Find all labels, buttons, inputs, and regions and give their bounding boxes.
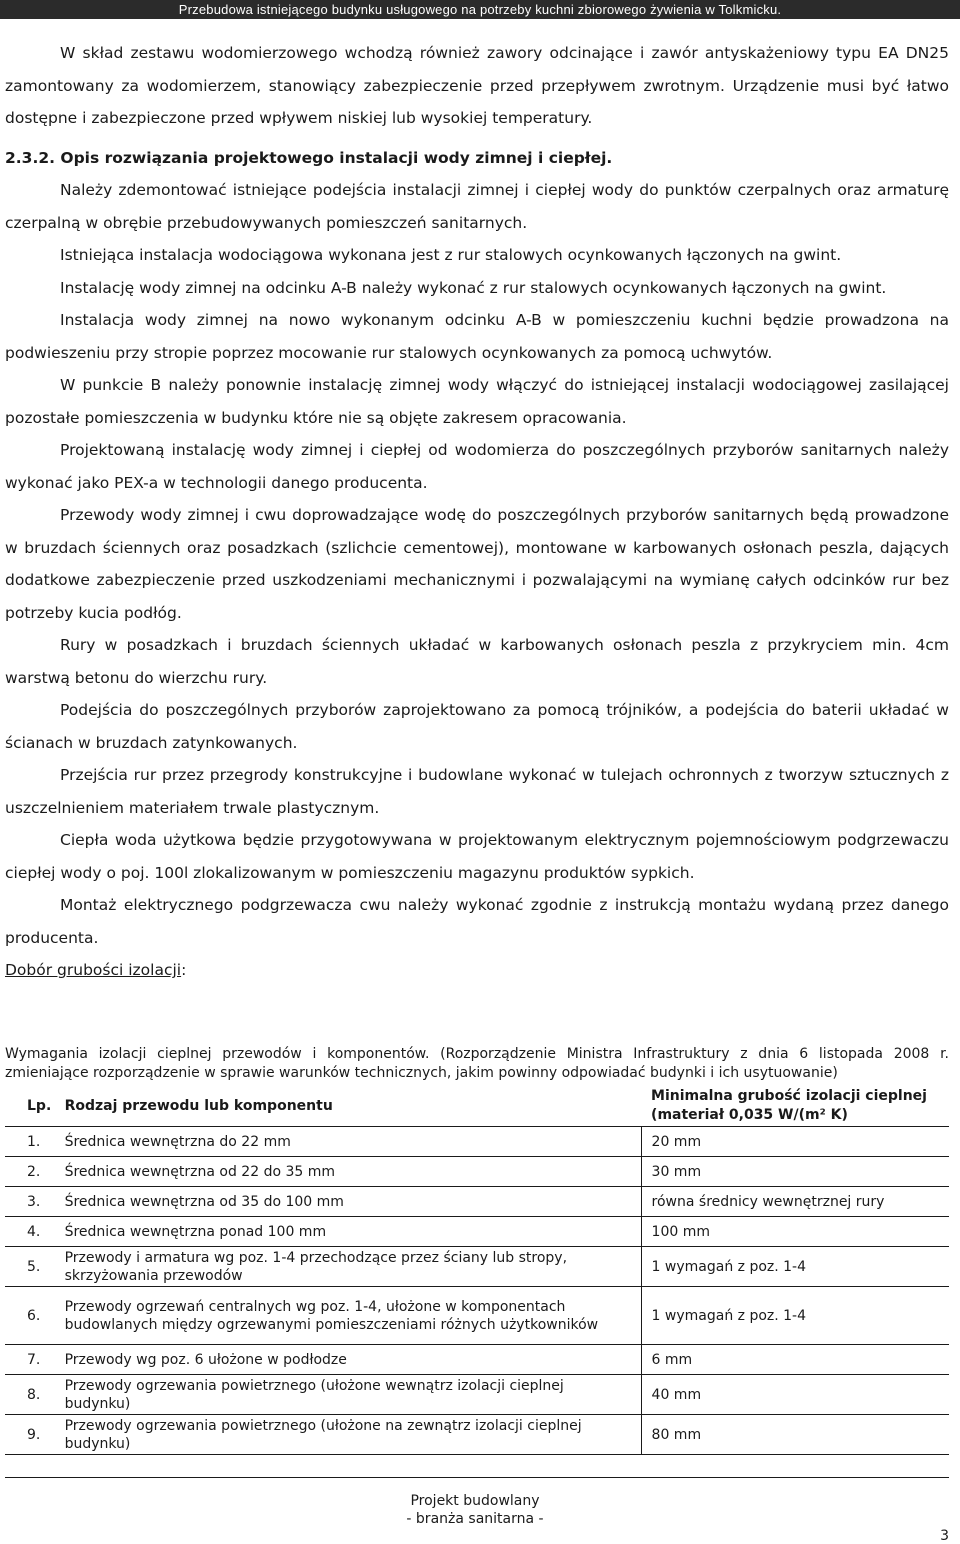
subsection-title <box>5 954 949 987</box>
row-name: Przewody ogrzewania powietrznego (ułożone wewnątrz izolacji cieplnej budynku) <box>65 1375 641 1415</box>
table-row <box>5 1345 949 1375</box>
row-min: 30 mm <box>641 1157 949 1187</box>
row-lp: 5. <box>5 1247 65 1287</box>
row-lp: 3. <box>5 1187 65 1217</box>
header-min-thickness <box>641 1086 949 1127</box>
row-lp: 6. <box>5 1287 65 1345</box>
row-name: Przewody ogrzewań centralnych wg poz. 1-4, ułożone w komponentach budowlanych między ogrzewanymi pomieszczeniami różnych użytkowników <box>65 1287 641 1345</box>
table-row <box>5 1415 949 1455</box>
table-row <box>5 1287 949 1345</box>
row-name: Przewody wg poz. 6 ułożone w podłodze <box>65 1345 641 1375</box>
paragraph: W punkcie B należy ponownie instalację zimnej wody włączyć do istniejącej instalacji wodociągowej zasilającej pozostałe pomieszczenia w budynku które nie są objęte zakresem opracowania. <box>5 376 949 427</box>
header-min-line1: Minimalna grubość izolacji cieplnej <box>651 1088 927 1104</box>
header-min-line2: (materiał 0,035 W/(m² K) <box>651 1107 848 1123</box>
table-header-row <box>5 1086 949 1127</box>
paragraph: Rury w posadzkach i bruzdach ściennych układać w karbowanych osłonach peszla z przykryciem min. 4cm warstwą betonu do wierzchu rury. <box>5 636 949 687</box>
row-name: Przewody ogrzewania powietrznego (ułożone na zewnątrz izolacji cieplnej budynku) <box>65 1415 641 1455</box>
paragraph: Instalacja wody zimnej na nowo wykonanym odcinku A-B w pomieszczeniu kuchni będzie prowadzona na podwieszeniu przy stropie poprzez mocowanie rur stalowych ocynkowanych za pomocą uchwytów. <box>5 311 949 362</box>
page-footer <box>0 1492 950 1528</box>
table-row <box>5 1157 949 1187</box>
footer-project-type: Projekt budowlany <box>410 1493 540 1509</box>
running-header: Przebudowa istniejącego budynku usługowego na potrzeby kuchni zbiorowego żywienia w Tolkmicku. <box>0 0 960 19</box>
row-name: Średnica wewnętrzna ponad 100 mm <box>65 1217 641 1247</box>
row-lp: 2. <box>5 1157 65 1187</box>
row-lp: 7. <box>5 1345 65 1375</box>
row-min: 80 mm <box>641 1415 949 1455</box>
table-row <box>5 1375 949 1415</box>
row-lp: 9. <box>5 1415 65 1455</box>
subsection-title-text: Dobór grubości izolacji <box>5 961 182 979</box>
paragraph: Projektowaną instalację wody zimnej i ciepłej od wodomierza do poszczególnych przyborów sanitarnych należy wykonać jako PEX-a w technologii danego producenta. <box>5 441 949 492</box>
row-lp: 4. <box>5 1217 65 1247</box>
row-min: 1 wymagań z poz. 1-4 <box>641 1247 949 1287</box>
paragraph: Przewody wody zimnej i cwu doprowadzające wodę do poszczególnych przyborów sanitarnych będą prowadzone w bruzdach ściennych oraz posadzkach (szlichcie cementowej), montowane w karbowanych osłonach peszla, dających dodatkowe zabezpieczenie przed uszkodzeniami mechanicznymi i pozwalającymi na wymianę całych odcinków rur bez potrzeby kucia podłóg. <box>5 506 949 622</box>
row-min: równa średnicy wewnętrznej rury <box>641 1187 949 1217</box>
page-number: 3 <box>940 1528 949 1544</box>
paragraph: Ciepła woda użytkowa będzie przygotowywana w projektowanym elektrycznym pojemnościowym podgrzewaczu ciepłej wody o poj. 100l zlokalizowanym w pomieszczeniu magazynu produktów sypkich. <box>5 831 949 882</box>
header-name: Rodzaj przewodu lub komponentu <box>65 1086 641 1127</box>
row-min: 40 mm <box>641 1375 949 1415</box>
footer-divider <box>5 1477 949 1478</box>
row-name: Średnica wewnętrzna od 22 do 35 mm <box>65 1157 641 1187</box>
row-lp: 8. <box>5 1375 65 1415</box>
row-min: 100 mm <box>641 1217 949 1247</box>
paragraph: Instalację wody zimnej na odcinku A-B należy wykonać z rur stalowych ocynkowanych łączonych na gwint. <box>60 278 887 297</box>
table-row <box>5 1187 949 1217</box>
requirements-note <box>5 1045 949 1083</box>
header-lp: Lp. <box>5 1086 65 1127</box>
document-body <box>5 37 949 987</box>
paragraph: Przejścia rur przez przegrody konstrukcyjne i budowlane wykonać w tulejach ochronnych z tworzyw sztucznych z uszczelnieniem materiałem trwale plastycznym. <box>5 766 949 817</box>
table-row <box>5 1127 949 1157</box>
paragraph: W skład zestawu wodomierzowego wchodzą również zawory odcinające i zawór antyskażeniowy typu EA DN25 zamontowany za wodomierzem, stanowiący zabezpieczenie przed przepływem zwrotnym. Urządzenie musi być łatwo dostępne i zabezpieczone przed wpływem niskiej lub wysokiej temperatury. <box>5 44 949 127</box>
row-name: Średnica wewnętrzna do 22 mm <box>65 1127 641 1157</box>
row-min: 20 mm <box>641 1127 949 1157</box>
subsection-title-colon: : <box>181 961 187 979</box>
row-min: 1 wymagań z poz. 1-4 <box>641 1287 949 1345</box>
table-row <box>5 1247 949 1287</box>
paragraph: Montaż elektrycznego podgrzewacza cwu należy wykonać zgodnie z instrukcją montażu wydaną przez danego producenta. <box>5 896 949 947</box>
row-name: Przewody i armatura wg poz. 1-4 przechodzące przez ściany lub stropy, skrzyżowania przewodów <box>65 1247 641 1287</box>
requirements-text: Wymagania izolacji cieplnej przewodów i komponentów. (Rozporządzenie Ministra Infrastruktury z dnia 6 listopada 2008 r. zmieniające rozporządzenie w sprawie warunków technicznych, jakim powinny odpowiadać budynki i ich usytuowanie) <box>5 1046 949 1081</box>
paragraph: Podejścia do poszczególnych przyborów zaprojektowano za pomocą trójników, a podejścia do baterii układać w ścianach w bruzdach zatynkowanych. <box>5 701 949 752</box>
paragraph: Istniejąca instalacja wodociągowa wykonana jest z rur stalowych ocynkowanych łączonych na gwint. <box>60 246 842 264</box>
section-heading: 2.3.2. Opis rozwiązania projektowego instalacji wody zimnej i ciepłej. <box>5 148 613 167</box>
insulation-table <box>5 1086 949 1455</box>
row-lp: 1. <box>5 1127 65 1157</box>
footer-discipline: - branża sanitarna - <box>406 1511 544 1527</box>
row-min: 6 mm <box>641 1345 949 1375</box>
row-name: Średnica wewnętrzna od 35 do 100 mm <box>65 1187 641 1217</box>
paragraph: Należy zdemontować istniejące podejścia instalacji zimnej i ciepłej wody do punktów czerpalnych oraz armaturę czerpalną w obrębie przebudowywanych pomieszczeń sanitarnych. <box>5 181 949 232</box>
table-row <box>5 1217 949 1247</box>
